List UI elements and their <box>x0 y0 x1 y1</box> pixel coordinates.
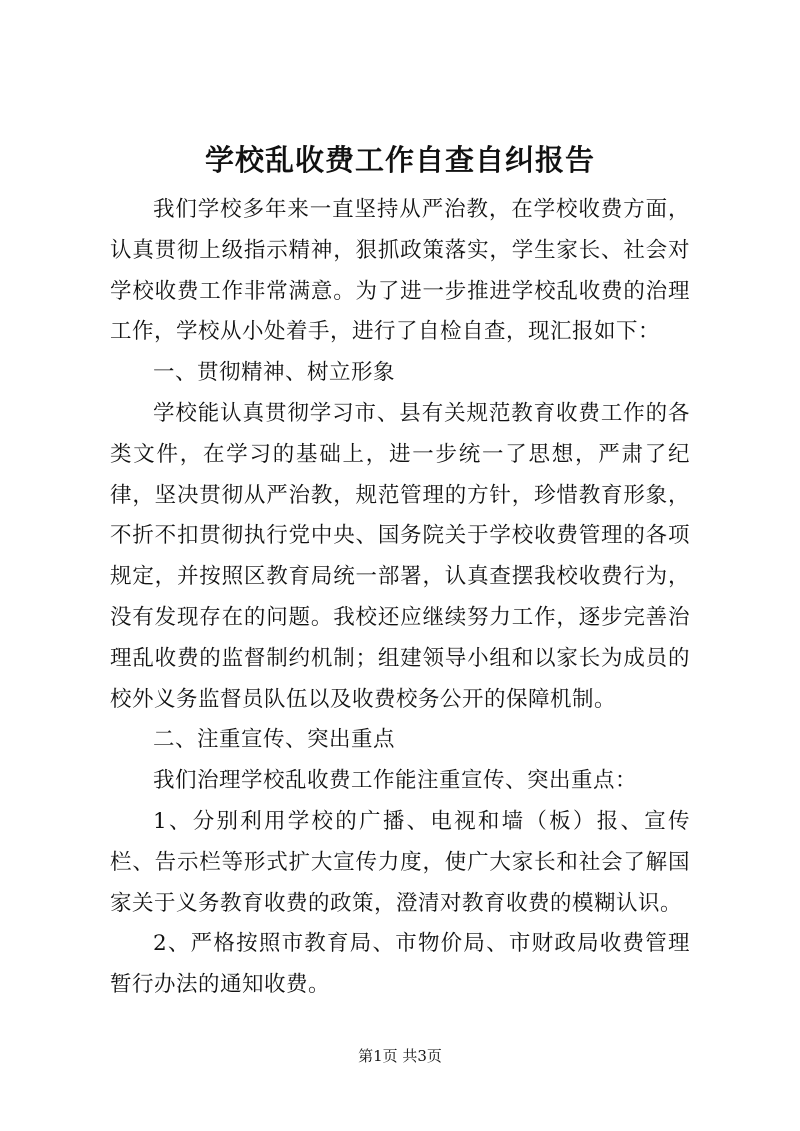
section-2-item-2: 2、严格按照市教育局、市物价局、市财政局收费管理暂行办法的通知收费。 <box>110 931 690 998</box>
section-2-intro-paragraph: 我们治理学校乱收费工作能注重宣传、突出重点： <box>153 768 638 794</box>
section-1-paragraph: 学校能认真贯彻学习市、县有关规范教育收费工作的各类文件，在学习的基础上，进一步统一了思想，严肃了纪律，坚决贯彻从严治教，规范管理的方针，珍惜教育形象，不折不扣贯彻执行党中央、国务院关于学校收费管理的各项规定，并按照区教育局统一部署，认真查摆我校收费行为，没有发现存在的问题。我校还应继续努力工作，逐步完善治理乱收费的监督制约机制；组建领导小组和以家长为成员的校外义务监督员队伍以及收费校务公开的保障机制。 <box>110 400 690 712</box>
section-heading-2: 二、注重宣传、突出重点 <box>153 727 396 753</box>
intro-paragraph: 我们学校多年来一直坚持从严治教，在学校收费方面，认真贯彻上级指示精神，狠抓政策落实，学生家长、社会对学校收费工作非常满意。为了进一步推进学校乱收费的治理工作，学校从小处着手，进行了自检自查，现汇报如下： <box>110 197 690 345</box>
document-body <box>110 190 690 1006</box>
page-footer: 第1页 共3页 <box>358 1047 442 1065</box>
document-title: 学校乱收费工作自查自纠报告 <box>204 143 595 177</box>
section-2-item-1: 1、分别利用学校的广播、电视和墙（板）报、宣传栏、告示栏等形式扩大宣传力度，使广大家长和社会了解国家关于义务教育收费的政策，澄清对教育收费的模糊认识。 <box>110 808 690 916</box>
section-heading-1: 一、贯彻精神、树立形象 <box>153 360 396 386</box>
